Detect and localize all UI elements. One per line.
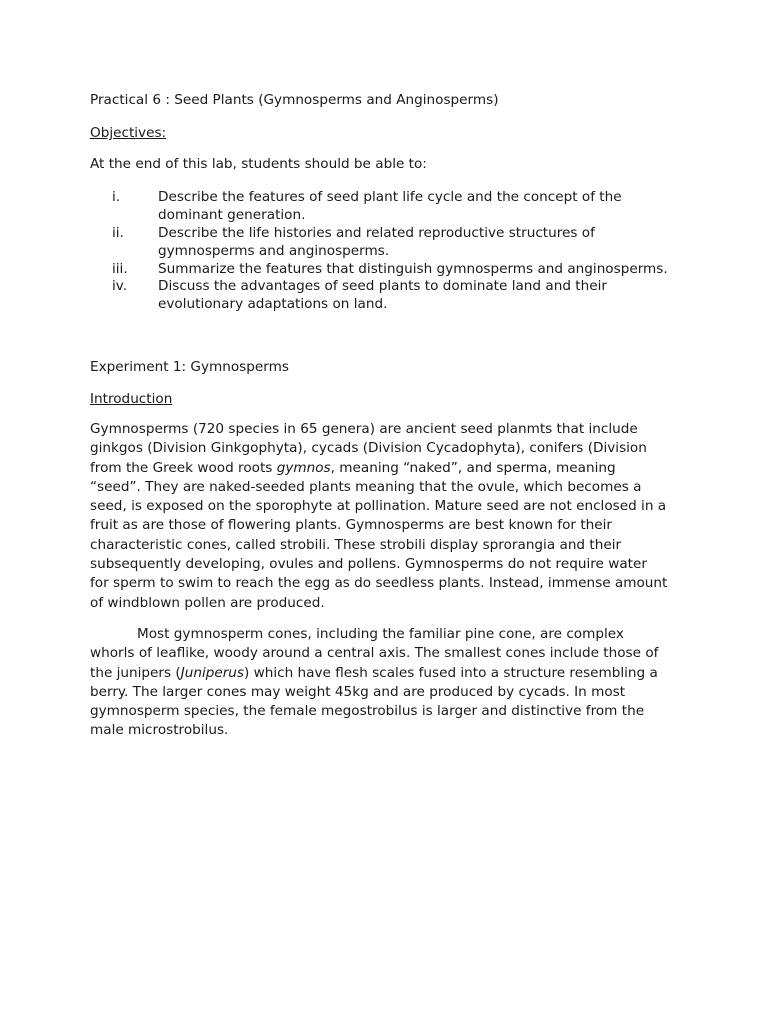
italic-term: gymnos <box>276 459 331 476</box>
list-text: Discuss the advantages of seed plants to dominate land and their <box>158 278 607 294</box>
document-title: Practical 6 : Seed Plants (Gymnosperms and Anginosperms) <box>90 92 499 108</box>
text-run: ) which have flesh scales fused into a structure resembling a <box>244 664 658 681</box>
list-text: Describe the features of seed plant life cycle and the concept of the <box>158 189 622 205</box>
text-run: the junipers ( <box>90 664 181 681</box>
list-number: ii. <box>112 225 124 241</box>
text-run: from the Greek wood roots <box>90 459 277 476</box>
list-text: evolutionary adaptations on land. <box>158 296 388 312</box>
paragraph-line: Gymnosperms (720 species in 65 genera) are ancient seed planmts that include <box>90 421 638 437</box>
experiment-title: Experiment 1: Gymnosperms <box>90 359 289 375</box>
paragraph-line: for sperm to swim to reach the egg as do seedless plants. Instead, immense amount <box>90 575 668 592</box>
paragraph-line: subsequently developing, ovules and pollens. Gymnosperms do not require water <box>90 556 647 573</box>
paragraph-line: “seed”. They are naked-seeded plants meaning that the ovule, which becomes a <box>90 478 642 495</box>
paragraph-1 <box>90 420 690 613</box>
paragraph-2 <box>90 625 690 741</box>
italic-term: Juniperus <box>180 664 244 681</box>
paragraph-line: male microstrobilus. <box>90 722 229 739</box>
paragraph-line: characteristic cones, called strobili. These strobili display sprorangia and their <box>90 536 622 553</box>
objectives-heading: Objectives: <box>90 125 167 141</box>
intro-sentence: At the end of this lab, students should be able to: <box>90 156 427 172</box>
list-text: Describe the life histories and related reproductive structures of <box>158 225 595 241</box>
paragraph-line: Most gymnosperm cones, including the familiar pine cone, are complex <box>137 626 624 642</box>
list-number: iv. <box>112 278 128 294</box>
introduction-heading: Introduction <box>90 391 173 407</box>
paragraph-line: ginkgos (Division Ginkgophyta), cycads (Division Cycadophyta), conifers (Division <box>90 440 647 457</box>
paragraph-line <box>90 664 690 683</box>
paragraph-line: whorls of leaflike, woody around a central axis. The smallest cones include those of <box>90 645 659 662</box>
list-number: iii. <box>112 261 128 277</box>
list-text: dominant generation. <box>158 207 306 223</box>
paragraph-line: of windblown pollen are produced. <box>90 594 325 611</box>
paragraph-line: berry. The larger cones may weight 45kg and are produced by cycads. In most <box>90 683 626 700</box>
paragraph-line: seed, is exposed on the sporophyte at pollination. Mature seed are not enclosed in a <box>90 498 667 515</box>
paragraph-line <box>90 459 690 478</box>
list-number: i. <box>112 189 121 205</box>
list-text: Summarize the features that distinguish gymnosperms and anginosperms. <box>158 261 668 277</box>
paragraph-line: fruit as are those of flowering plants. Gymnosperms are best known for their <box>90 517 613 534</box>
list-text: gymnosperms and anginosperms. <box>158 243 390 259</box>
text-run: , meaning “naked”, and sperma, meaning <box>330 459 616 476</box>
paragraph-line: gymnosperm species, the female megostrobilus is larger and distinctive from the <box>90 703 645 720</box>
